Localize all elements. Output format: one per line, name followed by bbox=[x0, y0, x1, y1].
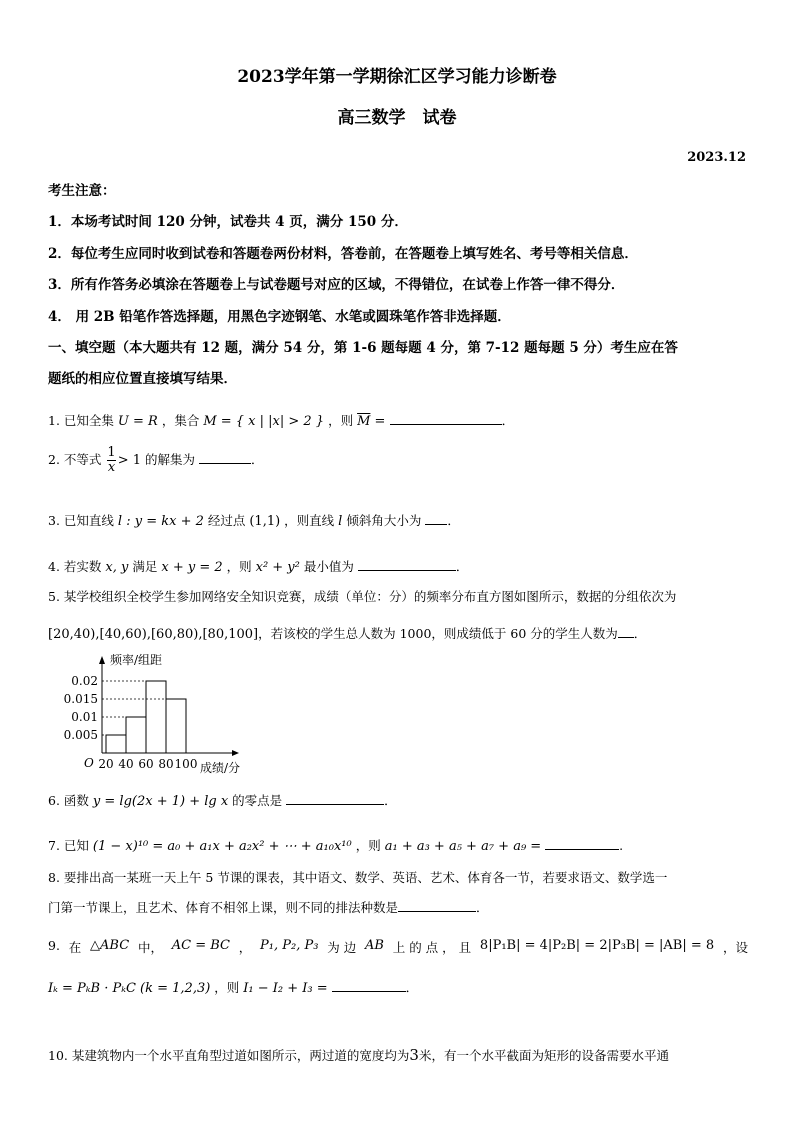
question-text: 上 的 点 ， 且 bbox=[392, 940, 472, 955]
page-subtitle: 高三数学 试卷 bbox=[337, 108, 457, 128]
answer-blank bbox=[358, 558, 456, 571]
answer-blank bbox=[199, 451, 251, 464]
answer-blank bbox=[286, 792, 384, 805]
question-number: 1. bbox=[48, 413, 60, 428]
origin-label: O bbox=[84, 756, 94, 770]
question-text: 倾斜角 bbox=[346, 513, 384, 528]
section-heading-line2: 题纸的相应位置直接填写结果． bbox=[48, 371, 237, 387]
x-tick-label: 100 bbox=[174, 757, 198, 771]
math-expression: M = { x | |x| > 2 } bbox=[203, 414, 325, 429]
question-number: 9. bbox=[48, 938, 60, 953]
y-axis-label: 频率/组距 bbox=[110, 653, 163, 667]
question-text: 为 边 bbox=[327, 940, 357, 955]
answer-blank bbox=[332, 979, 406, 992]
question-3 bbox=[48, 511, 460, 529]
question-text: 满足 bbox=[132, 559, 158, 574]
question-text: ，则 bbox=[214, 980, 240, 995]
question-text: 的零点是 bbox=[232, 793, 283, 808]
y-axis-arrow bbox=[99, 656, 105, 664]
question-text: ，则直线 bbox=[284, 513, 335, 528]
question-text: ，则 bbox=[355, 838, 381, 853]
y-tick-label: 0.02 bbox=[71, 674, 98, 688]
math-expression: Iₖ = PₖB · PₖC (k = 1,2,3) bbox=[48, 981, 211, 996]
math-expression: $\overline{M}$ bbox=[357, 414, 371, 429]
question-text: ，则 bbox=[328, 413, 354, 428]
math-expression: a₁ + a₃ + a₅ + a₇ + a₉ = bbox=[384, 839, 542, 854]
question-text: 函数 bbox=[63, 793, 89, 808]
answer-blank bbox=[398, 899, 476, 912]
math-expression: x + y = 2 bbox=[161, 560, 223, 575]
exam-date: 2023.12 bbox=[687, 150, 746, 165]
notice-item-1: 1．本场考试时间 120 分钟，试卷共 4 页，满分 150 分． bbox=[48, 214, 408, 230]
question-number: 10. bbox=[48, 1048, 68, 1063]
question-number: 5. bbox=[48, 589, 60, 604]
math-expression: AB bbox=[365, 938, 384, 953]
question-text: 若实数 bbox=[63, 559, 102, 574]
math-expression: △ABC bbox=[90, 938, 130, 953]
question-text: ， bbox=[238, 940, 252, 955]
histogram-bar bbox=[146, 681, 166, 753]
question-9-line1 bbox=[48, 938, 748, 956]
math-expression: 8|P₁B| = 4|P₂B| = 2|P₃B| = |AB| = 8 bbox=[479, 938, 715, 953]
histogram-bar bbox=[106, 735, 126, 753]
question-9-line2 bbox=[48, 978, 418, 996]
histogram-bar bbox=[166, 699, 186, 753]
notice-item-2: 2．每位考生应同时收到试卷和答题卷两份材料，答卷前，在答题卷上填写姓名、考号等相关信息． bbox=[48, 246, 638, 262]
question-text: 大小为 bbox=[383, 513, 422, 528]
y-tick-label: 0.015 bbox=[63, 692, 98, 706]
answer-blank bbox=[545, 837, 619, 850]
question-8-line1 bbox=[48, 868, 667, 886]
fraction-denominator: x bbox=[107, 460, 116, 475]
question-text: 的解集为 bbox=[144, 452, 195, 467]
question-5-line2 bbox=[48, 624, 646, 642]
question-text: 已知全集 bbox=[63, 413, 114, 428]
question-end: . bbox=[619, 838, 624, 853]
math-expression: x² + y² bbox=[255, 560, 300, 575]
math-expression: l : y = kx + 2 bbox=[117, 514, 204, 529]
notice-heading: 考生注意： bbox=[48, 183, 116, 199]
question-end: ． bbox=[633, 626, 647, 641]
question-number: 3. bbox=[48, 513, 60, 528]
answer-blank bbox=[425, 512, 447, 525]
fraction bbox=[107, 446, 115, 475]
math-expression: [20,40),[40,60),[60,80),[80,100] bbox=[48, 627, 259, 642]
question-end: ． bbox=[250, 452, 264, 467]
question-text: 某学校组织全校学生参加网络安全知识竞赛，成绩（单位：分）的频率分布直方图如图所示，数据的分组依次为 bbox=[63, 589, 677, 604]
question-end: ． bbox=[405, 980, 419, 995]
question-end: ． bbox=[455, 559, 469, 574]
y-tick-label: 0.005 bbox=[63, 728, 98, 742]
math-expression: = bbox=[370, 414, 390, 429]
question-2 bbox=[48, 446, 264, 475]
math-expression: x, y bbox=[105, 560, 129, 575]
question-number: 7. bbox=[48, 838, 60, 853]
question-end: ． bbox=[501, 413, 515, 428]
math-expression: (1 − x)¹⁰ = a₀ + a₁x + a₂x² + ⋯ + a₁₀x¹⁰ bbox=[92, 839, 352, 854]
question-text: ，集合 bbox=[161, 413, 200, 428]
question-text: 已知直线 bbox=[63, 513, 114, 528]
question-text: ，若该校的学生总人数为 1000，则成绩低于 60 分的学生人数为 bbox=[258, 626, 618, 641]
math-expression: P₁, P₂, P₃ bbox=[260, 938, 319, 953]
math-expression: > 1 bbox=[117, 453, 141, 468]
question-text: 门第一节课上，且艺术、体育不相邻上课，则不同的排法种数是 bbox=[48, 900, 399, 915]
answer-blank bbox=[618, 625, 634, 638]
question-text: 要排出高一某班一天上午 5 节课的课表，其中语文、数学、英语、艺术、体育各一节，若要求语文、数学选一 bbox=[63, 870, 668, 885]
histogram-bar bbox=[126, 717, 146, 753]
question-number: 8. bbox=[48, 870, 60, 885]
question-text: ，设 bbox=[722, 940, 748, 955]
question-number: 6. bbox=[48, 793, 60, 808]
question-end: ． bbox=[476, 900, 489, 915]
question-1 bbox=[48, 411, 514, 429]
question-number: 4. bbox=[48, 559, 60, 574]
question-end: ． bbox=[384, 793, 397, 808]
question-7 bbox=[48, 836, 623, 854]
x-tick-label: 20 bbox=[98, 757, 114, 771]
x-tick-label: 40 bbox=[118, 757, 134, 771]
question-text: 最小值为 bbox=[303, 559, 354, 574]
fraction-numerator: 1 bbox=[107, 445, 116, 460]
answer-blank bbox=[390, 412, 502, 425]
question-text: ，则 bbox=[226, 559, 252, 574]
notice-item-3: 3．所有作答务必填涂在答题卷上与试卷题号对应的区域，不得错位，在试卷上作答一律不得分． bbox=[48, 277, 625, 293]
x-axis-arrow bbox=[232, 750, 239, 756]
question-text: 已知 bbox=[63, 838, 89, 853]
math-expression: U = R bbox=[117, 414, 158, 429]
math-expression: 3 bbox=[409, 1046, 419, 1064]
question-end: ． bbox=[447, 513, 460, 528]
x-tick-label: 80 bbox=[158, 757, 174, 771]
page-title: 2023学年第一学期徐汇区学习能力诊断卷 bbox=[237, 67, 557, 87]
question-5-line1 bbox=[48, 587, 676, 605]
frequency-histogram bbox=[44, 650, 284, 775]
math-expression: l bbox=[338, 514, 343, 529]
y-tick-label: 0.01 bbox=[71, 710, 98, 724]
question-6 bbox=[48, 791, 397, 809]
x-axis-label: 成绩/分 bbox=[200, 761, 241, 775]
question-text: 米，有一个水平截面为矩形的设备需要水平通 bbox=[418, 1048, 669, 1063]
notice-item-4: 4． 用 2B 铅笔作答选择题，用黑色字迹钢笔、水笔或圆珠笔作答非选择题． bbox=[48, 309, 511, 325]
question-text: 经过点 bbox=[207, 513, 246, 528]
question-10 bbox=[48, 1046, 669, 1064]
math-expression: (1,1) bbox=[249, 514, 281, 529]
math-expression: I₁ − I₂ + I₃ = bbox=[243, 981, 328, 996]
question-text: 在 bbox=[68, 940, 82, 955]
question-4 bbox=[48, 557, 468, 575]
math-expression: AC = BC bbox=[171, 938, 230, 953]
x-tick-label: 60 bbox=[138, 757, 154, 771]
question-text: 某建筑物内一个水平直角型过道如图所示，两过道的宽度均为 bbox=[71, 1048, 410, 1063]
question-8-line2 bbox=[48, 898, 489, 916]
section-heading-line1: 一、填空题（本大题共有 12 题，满分 54 分，第 1-6 题每题 4 分，第 7-12 题每题 5 分）考生应在答 bbox=[48, 340, 678, 356]
question-text: 中， bbox=[137, 940, 163, 955]
question-text: 不等式 bbox=[63, 452, 102, 467]
question-number: 2. bbox=[48, 452, 60, 467]
math-expression: y = lg(2x + 1) + lg x bbox=[92, 794, 229, 809]
